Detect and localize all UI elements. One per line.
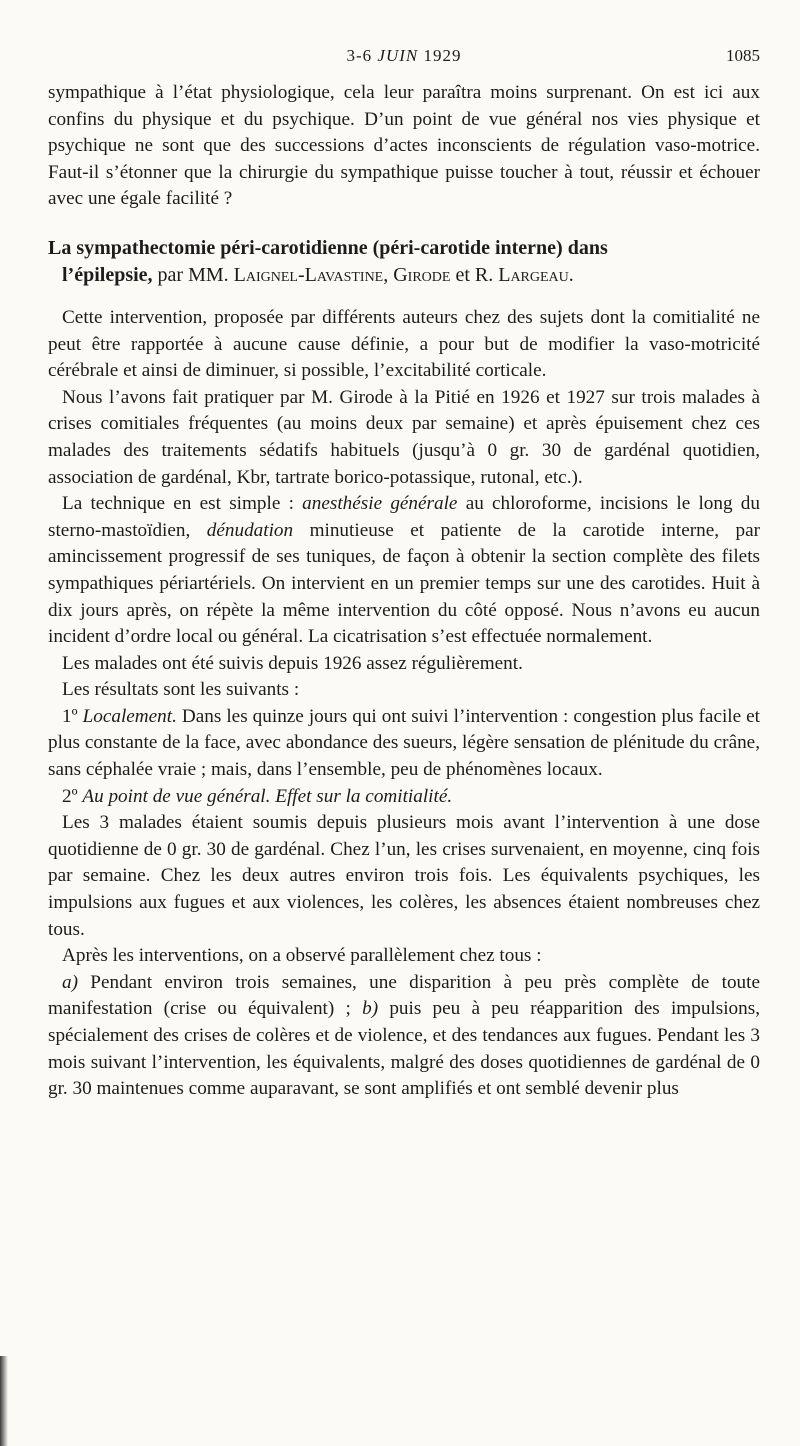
paragraph-intervention: Cette intervention, proposée par différents auteurs chez des sujets dont la comitialité ne peut être rapportée à aucune cause définie, a pour but de modifier la vaso-motricité cérébrale et ainsi de diminuer, si possible, l’excitabilité corticale.	[48, 306, 760, 382]
paragraph-local-results: 1º Localement. Dans les quinze jours qui ont suivi l’intervention : congestion plus facile et plus constante de la face, avec abondance des sueurs, légère sensation de plénitude du crâne, sans céphalée vraie ; mais, dans l’ensemble, peu de phénomènes locaux.	[48, 705, 761, 781]
paragraph-followup: Les malades ont été suivis depuis 1926 assez régulièrement.	[62, 652, 523, 674]
paragraph-technique: La technique en est simple : anesthésie générale au chloroforme, incisions le long du sterno-mastoïdien, dénudation minutieuse et patiente de la carotide interne, par amincissement progressif de ses tuniques, de façon à obtenir la section complète des filets sympathiques périartériels. On intervient en un premier temps sur une des carotides. Huit à dix jours après, on répète la même intervention du côté opposé. Nous n’avons eu aucun incident d’ordre local ou général. La cicatrisation s’est effectuée normalement.	[48, 493, 761, 648]
header-date	[48, 46, 760, 66]
author-largeau: R. Largeau	[474, 263, 569, 286]
author-laignel-lavastine: Laignel-Lavastine	[233, 263, 384, 286]
section-title	[48, 235, 760, 289]
running-header	[48, 40, 760, 70]
paragraph-patients: Nous l’avons fait pratiquer par M. Girode à la Pitié en 1926 et 1927 sur trois malades à crises comitiales fréquentes (au moins deux par semaine) et après épuisement chez ces malades des traitements sédatifs habituels (jusqu’à 0 gr. 30 de gardénal quotidien, association de gardénal, Kbr, tartrate borico-potassique, rutonal, etc.).	[48, 386, 760, 488]
page-number: 1085	[726, 46, 760, 65]
paragraph-observations: a) Pendant environ trois semaines, une disparition à peu près complète de toute manifestation (crise ou équivalent) ; b) puis peu à peu réapparition des impulsions, spécialement des crises de colères et de violence, et des tendances aux fugues. Pendant les 3 mois suivant l’intervention, les équivalents, malgré des doses quotidiennes de gardénal de 0 gr. 30 maintenues comme auparavant, se sont amplifiés et ont semblé devenir plus	[48, 971, 760, 1100]
header-date-month: JUIN	[377, 46, 419, 65]
header-date-prefix: 3-6	[346, 46, 373, 65]
document-page	[48, 40, 760, 1103]
scan-edge-shadow	[0, 1356, 8, 1446]
author-girode: Girode	[393, 263, 451, 286]
paragraph-results-intro: Les résultats sont les suivants :	[62, 679, 300, 701]
paragraph-prior-treatment: Les 3 malades étaient soumis depuis plusieurs mois avant l’intervention à une dose quotidienne de 0 gr. 30 de gardénal. Chez l’un, les crises survenaient, en moyenne, cinq fois par semaine. Chez les deux autres environ trois fois. Les équivalents psychiques, les impulsions aux fugues et aux violences, les colères, les absences étaient nombreuses chez tous.	[48, 812, 760, 940]
header-date-year: 1929	[423, 46, 462, 65]
section-title-line1: La sympathectomie péri-carotidienne (péri-carotide interne) dans	[48, 236, 608, 259]
paragraph-after-interventions: Après les interventions, on a observé parallèlement chez tous :	[62, 945, 542, 967]
intro-paragraph: sympathique à l’état physiologique, cela leur paraîtra moins surprenant. On est ici aux confins du physique et du psychique. D’un point de vue général nos vies physique et psychique ne sont que des successions d’actes inconscients de régulation vaso-motrice. Faut-il s’étonner que la chirurgie du sympathique puisse toucher à tout, réussir et échouer avec une égale facilité ?	[48, 82, 760, 210]
section-title-line2: l’épilepsie, par MM. Laignel-Lavastine, Girode et R. Largeau.	[62, 263, 574, 286]
paragraph-general-heading: 2º Au point de vue général. Effet sur la comitialité.	[62, 785, 453, 807]
